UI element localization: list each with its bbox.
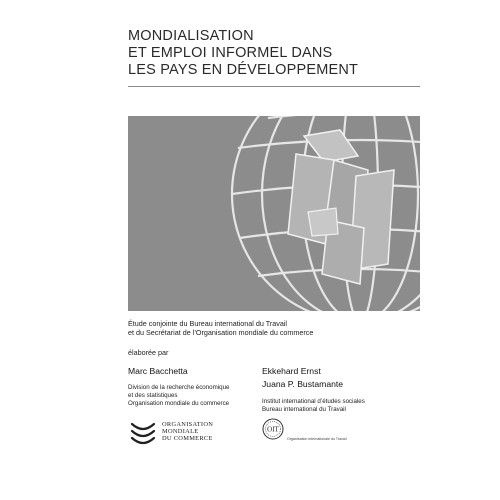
author-right-name-1: Ekkehard Ernst (262, 366, 321, 376)
ilo-emblem-text: OIT (267, 425, 279, 434)
intro-line-2: et du Secrétariat de l’Organisation mondiale du commerce (128, 328, 314, 337)
affil-left-line-2: et des statistiques (128, 392, 178, 399)
affil-left-line-3: Organisation mondiale du commerce (128, 400, 230, 407)
title-divider (128, 86, 420, 87)
wto-line-1: ORGANISATION (162, 421, 214, 428)
study-description (128, 319, 428, 337)
wto-line-3: DU COMMERCE (162, 435, 213, 442)
affil-left-line-1: Division de la recherche économique (128, 384, 230, 391)
title-line-3: LES PAYS EN DÉVELOPPEMENT (128, 62, 359, 78)
wto-wordmark (162, 421, 213, 442)
title-line-2: ET EMPLOI INFORMEL DANS (128, 45, 333, 61)
book-title (128, 28, 428, 79)
wto-emblem-icon (128, 418, 158, 452)
affil-right-line-2: Bureau international du Travail (262, 406, 346, 413)
globe-illustration (128, 116, 420, 311)
author-right-name-2: Juana P. Bustamante (262, 379, 344, 389)
author-right-affiliation (262, 398, 365, 414)
title-line-1: MONDIALISATION (128, 28, 254, 44)
author-left-affiliation (128, 384, 229, 408)
prepared-by-label: élaborée par (128, 348, 169, 357)
wto-line-2: MONDIALE (162, 428, 199, 435)
author-left-name: Marc Bacchetta (128, 366, 188, 376)
ilo-caption: Organisation internationale du Travail (287, 437, 347, 441)
ilo-emblem-icon (262, 418, 284, 440)
cover-illustration (128, 116, 420, 311)
intro-line-1: Étude conjointe du Bureau international du Travail (128, 319, 288, 328)
affil-right-line-1: Institut international d’études sociales (262, 398, 365, 405)
